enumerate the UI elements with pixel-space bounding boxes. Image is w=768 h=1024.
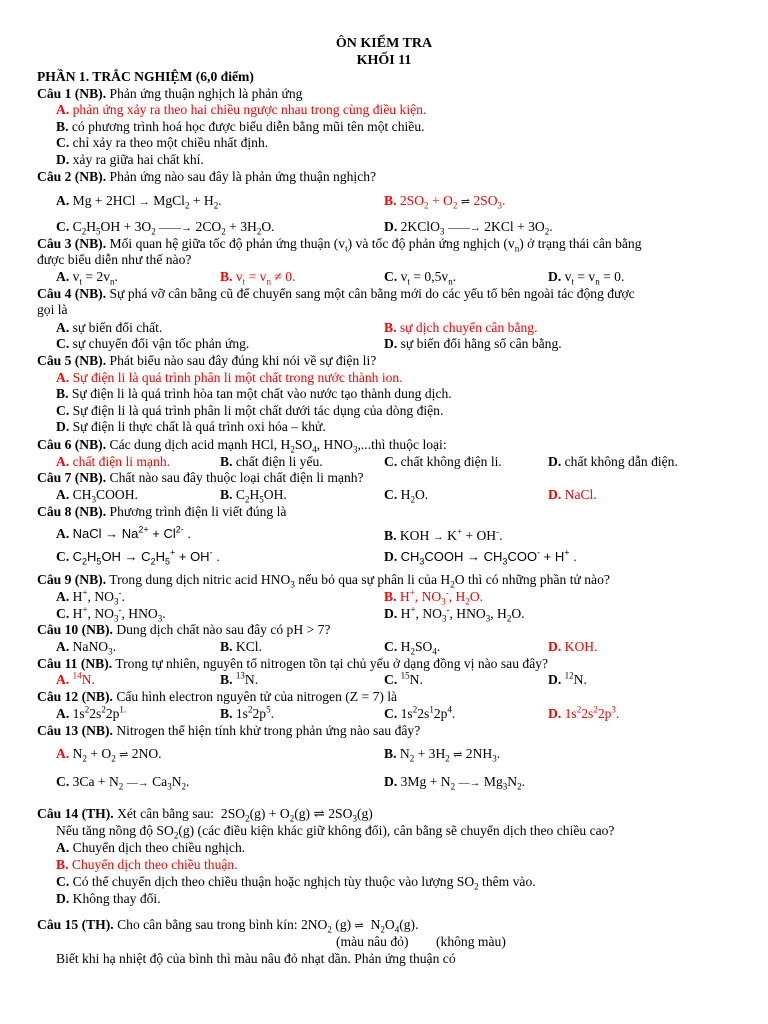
q6-option-c: C. chất không điện li.	[384, 454, 502, 469]
q13-option-d: D. $3Mg + N_2$ —→ $Mg_3N_2$.	[384, 774, 526, 792]
q7-option-b: B. $C_2H_5OH$.	[220, 487, 287, 505]
q3-option-b: B. $v_t = v_n \ne 0$.	[220, 269, 296, 287]
q6-option-b: B. chất điện li yếu.	[220, 454, 323, 469]
question-15-cont: Biết khi hạ nhiệt độ của bình thì màu nâu đỏ nhạt dần. Phản ứng thuận có	[56, 951, 456, 966]
q1-option-b: B. có phương trình hoá học được biểu diễn bằng mũi tên một chiều.	[56, 119, 425, 134]
doc-title: ÔN KIỂM TRA	[335, 36, 433, 51]
question-12: Câu 12 (NB). Cấu hình electron nguyên tử của nitrogen (Z = 7) là	[37, 689, 398, 704]
question-3-cont: được biểu diễn như thế nào?	[37, 252, 192, 267]
q2-option-a: A. Mg + 2HCl → MgCl$_2$ + $H_2$.	[56, 193, 222, 211]
q10-option-d: D. KOH.	[548, 639, 598, 654]
q5-option-a: A. Sự điện li là quá trình phân li một chất trong nước thành ion.	[56, 370, 403, 385]
q4-option-d: D. sự biến đổi hằng số cân bằng.	[384, 336, 562, 351]
question-5: Câu 5 (NB). Phát biểu nào sau đây đúng khi nói về sự điện li?	[37, 353, 377, 368]
q11-option-d: D. $^{12}$N.	[548, 670, 587, 687]
q10-option-b: B. KCl.	[220, 639, 262, 654]
q4-option-b: B. sự dịch chuyển cân bằng.	[384, 320, 538, 335]
q9-option-c: C. H+, $NO_3^-$, $HNO_3$.	[56, 604, 166, 624]
q1-option-c: C. chỉ xảy ra theo một chiều nhất định.	[56, 135, 269, 150]
q14-option-c: C. Có thể chuyển dịch theo chiều thuận hoặc nghịch tùy thuộc vào lượng $SO_2$ thêm vào.	[56, 874, 536, 892]
q12-option-d: D. $1s^22s^22p^3$.	[548, 704, 620, 721]
q9-option-b: B. H+, $NO_3^-$, $H_2O$.	[384, 587, 484, 607]
q6-option-a: A. chất điện li mạnh.	[56, 454, 171, 469]
q6-option-d: D. chất không dẫn điện.	[548, 454, 678, 469]
q8-option-d: D. $CH_3COOH \to CH_3COO^- + H^+$ .	[384, 547, 577, 567]
q1-option-a: A. phản ứng xảy ra theo hai chiều ngược nhau trong cùng điều kiện.	[56, 102, 427, 117]
q7-option-d: D. NaCl.	[548, 487, 597, 502]
q8-option-b: B. KOH → K+ + OH-.	[384, 526, 503, 543]
q9-option-a: A. H+, $NO_3^-$.	[56, 587, 125, 607]
q11-option-b: B. $^{13}$N.	[220, 670, 259, 687]
q10-option-c: C. $H_2SO_4$.	[384, 639, 441, 657]
q2-option-d: D. 2KClO$_3$ ——→ $2KCl + 3O_2$.	[384, 219, 553, 237]
q7-option-a: A. $CH_3COOH$.	[56, 487, 138, 505]
q5-option-c: C. Sự điện li là quá trình phân li một chất dưới tác dụng của dòng điện.	[56, 403, 444, 418]
q5-option-d: D. Sự điện li thực chất là quá trình oxi hóa – khử.	[56, 419, 326, 434]
question-4-cont: gọi là	[37, 302, 68, 317]
q3-option-c: C. $v_t = 0,5v_n$.	[384, 269, 457, 287]
q11-option-a: A. $^{14}$N.	[56, 670, 95, 687]
question-13: Câu 13 (NB). Nitrogen thể hiện tính khử trong phản ứng nào sau đây?	[37, 723, 421, 738]
question-3: Câu 3 (NB). Mối quan hệ giữa tốc độ phản ứng thuận $(v_t)$ và tốc độ phản ứng nghịch $(v_n)$ ở trạng thái cân bằng	[37, 236, 642, 254]
q5-option-b: B. Sự điện li là quá trình hòa tan một chất vào nước tạo thành dung dịch.	[56, 386, 452, 401]
q3-option-d: D. $v_t = v_n = 0$.	[548, 269, 625, 287]
q15-color-left: (màu nâu đỏ)	[336, 934, 409, 949]
q14-option-a: A. Chuyển dịch theo chiều nghịch.	[56, 840, 246, 855]
q10-option-a: A. NaNO$_3$.	[56, 639, 117, 657]
q4-option-a: A. sự biến đổi chất.	[56, 320, 163, 335]
q11-option-c: C. $^{15}$N.	[384, 670, 423, 687]
q12-option-c: C. $1s^22s^12p^4$.	[384, 704, 456, 721]
q2-option-b: B. $2SO_2 + O_2$ ⇌ $2SO_3$.	[384, 193, 506, 211]
question-14: Câu 14 (TH). Xét cân bằng sau: $2SO_2(g) + O_2(g)$ ⇌ $2SO_3(g)$	[37, 806, 373, 824]
q13-option-a: A. $N_2 + O_2$ ⇌ 2NO.	[56, 746, 162, 764]
question-7: Câu 7 (NB). Chất nào sau đây thuộc loại chất điện li mạnh?	[37, 470, 364, 485]
q4-option-c: C. sự chuyển đổi vận tốc phản ứng.	[56, 336, 250, 351]
q3-option-a: A. $v_t = 2v_n$.	[56, 269, 118, 287]
q9-option-d: D. H+, $NO_3^-$, $HNO_3$, $H_2O$.	[384, 604, 525, 624]
q2-option-c: C. $C_2H_5OH + 3O_2$ ——→ $2CO_2 + 3H_2O$.	[56, 219, 275, 237]
question-8: Câu 8 (NB). Phương trình điện li viết đúng là	[37, 504, 287, 519]
q14-option-b: B. Chuyển dịch theo chiều thuận.	[56, 857, 238, 872]
q7-option-c: C. $H_2O$.	[384, 487, 429, 505]
q1-option-d: D. xảy ra giữa hai chất khí.	[56, 152, 204, 167]
q13-option-c: C. $3Ca + N_2$ —→ $Ca_3N_2$.	[56, 774, 190, 792]
doc-subtitle: KHỐI 11	[356, 53, 412, 68]
q15-color-right: (không màu)	[436, 934, 506, 949]
question-15: Câu 15 (TH). Cho cân bằng sau trong bình kín: $2NO_2$ (g) ⇌ $N_2O_4(g)$.	[37, 917, 419, 935]
question-11: Câu 11 (NB). Trong tự nhiên, nguyên tố nitrogen tồn tại chủ yếu ở dạng đồng vị nào sau đây?	[37, 656, 549, 671]
question-2: Câu 2 (NB). Phản ứng nào sau đây là phản ứng thuận nghịch?	[37, 169, 377, 184]
question-4: Câu 4 (NB). Sự phá vỡ cân bằng cũ để chuyển sang một cân bằng mới do các yếu tố bên ngoài tác động được	[37, 286, 635, 301]
q8-option-a: A. NaCl → $Na^{2+} + Cl^{2-}$ .	[56, 524, 191, 541]
q14-option-d: D. Không thay đổi.	[56, 891, 161, 906]
q12-option-a: A. $1s^22s^22p^{1.}$	[56, 704, 127, 721]
question-6: Câu 6 (NB). Các dung dịch acid mạnh HCl, $H_2SO_4$, $HNO_3,...thì$ thuộc loại:	[37, 437, 447, 455]
q13-option-b: B. $N_2 + 3H_2$ ⇌ $2NH_3$.	[384, 746, 501, 764]
question-10: Câu 10 (NB). Dung dịch chất nào sau đây có pH > 7?	[37, 622, 331, 637]
q12-option-b: B. $1s^22p^5$.	[220, 704, 274, 721]
q8-option-c: C. $C_2H_5OH \to C_2H_5^+ + OH^-$ .	[56, 547, 220, 567]
question-14-cont: Nếu tăng nồng độ $SO_2(g)$ (các điều kiện khác giữ không đổi), cân bằng sẽ chuyển dịch theo chiều cao?	[56, 823, 615, 841]
question-9: Câu 9 (NB). Trong dung dịch nitric acid $HNO_3$ nếu bỏ qua sự phân li của $H_2O$ thì có những phần tử nào?	[37, 572, 610, 590]
question-1: Câu 1 (NB). Phản ứng thuận nghịch là phản ứng	[37, 86, 303, 101]
section-heading: PHẦN 1. TRẮC NGHIỆM (6,0 điểm)	[37, 69, 254, 84]
